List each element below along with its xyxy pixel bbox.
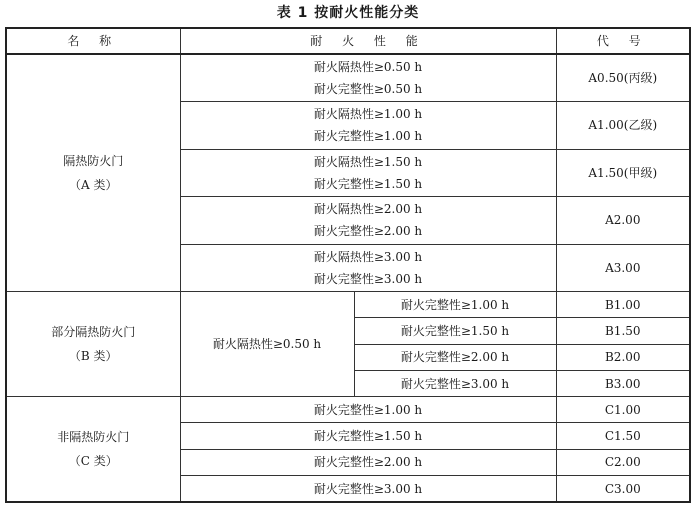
code-cell: C1.50 <box>556 423 690 449</box>
integrity-value: 耐火完整性≥1.50 h <box>180 423 556 449</box>
code-cell: B3.00 <box>556 370 690 396</box>
table-row <box>6 397 690 423</box>
table-caption: 表 1 按耐火性能分类 <box>276 5 420 21</box>
table-row <box>6 292 690 318</box>
header-name: 名 称 <box>6 28 180 54</box>
integrity-value: 耐火完整性≥1.00 h <box>180 397 556 423</box>
fire-resistance-table <box>5 27 691 503</box>
category-a-name: 隔热防火门 <box>63 154 124 169</box>
header-code: 代 号 <box>556 28 690 54</box>
code-cell: B1.50 <box>556 318 690 344</box>
integrity-value: 耐火完整性≥2.00 h <box>313 224 423 239</box>
performance-cell <box>180 244 556 292</box>
table-row <box>6 54 690 102</box>
integrity-value: 耐火完整性≥3.00 h <box>313 271 423 286</box>
category-c <box>6 397 180 502</box>
header-row <box>6 28 690 54</box>
performance-cell <box>180 54 556 102</box>
code-cell: A1.00(乙级) <box>556 102 690 150</box>
code-cell: C1.00 <box>556 397 690 423</box>
integrity-value: 耐火完整性≥3.00 h <box>180 476 556 502</box>
code-cell: A1.50(甲级) <box>556 149 690 197</box>
category-a <box>6 54 180 292</box>
integrity-value: 耐火完整性≥1.00 h <box>313 129 423 144</box>
category-b-name: 部分隔热防火门 <box>51 325 136 340</box>
integrity-value: 耐火完整性≥0.50 h <box>313 82 423 96</box>
integrity-value: 耐火完整性≥2.00 h <box>180 449 556 475</box>
category-c-label: （C 类） <box>68 454 118 469</box>
code-cell: A0.50(丙级) <box>556 54 690 102</box>
integrity-value: 耐火完整性≥1.50 h <box>313 176 423 191</box>
insulation-value: 耐火隔热性≥0.50 h <box>180 292 354 397</box>
insulation-value: 耐火隔热性≥1.00 h <box>313 107 423 122</box>
code-cell: A3.00 <box>556 244 690 292</box>
insulation-value: 耐火隔热性≥3.00 h <box>313 249 423 264</box>
integrity-value: 耐火完整性≥1.00 h <box>354 292 556 318</box>
insulation-value: 耐火隔热性≥0.50 h <box>313 60 423 74</box>
header-performance: 耐 火 性 能 <box>180 28 556 54</box>
performance-cell <box>180 149 556 197</box>
category-b-label: （B 类） <box>68 349 118 364</box>
code-cell: B1.00 <box>556 292 690 318</box>
insulation-value: 耐火隔热性≥2.00 h <box>313 202 423 217</box>
category-a-label: （A 类） <box>69 178 118 193</box>
performance-cell <box>180 197 556 245</box>
integrity-value: 耐火完整性≥1.50 h <box>354 318 556 344</box>
code-cell: C3.00 <box>556 476 690 502</box>
category-c-name: 非隔热防火门 <box>57 430 130 445</box>
insulation-value: 耐火隔热性≥1.50 h <box>313 154 423 169</box>
category-b <box>6 292 180 397</box>
integrity-value: 耐火完整性≥2.00 h <box>354 344 556 370</box>
code-cell: C2.00 <box>556 449 690 475</box>
code-cell: B2.00 <box>556 344 690 370</box>
code-cell: A2.00 <box>556 197 690 245</box>
performance-cell <box>180 102 556 150</box>
integrity-value: 耐火完整性≥3.00 h <box>354 370 556 396</box>
